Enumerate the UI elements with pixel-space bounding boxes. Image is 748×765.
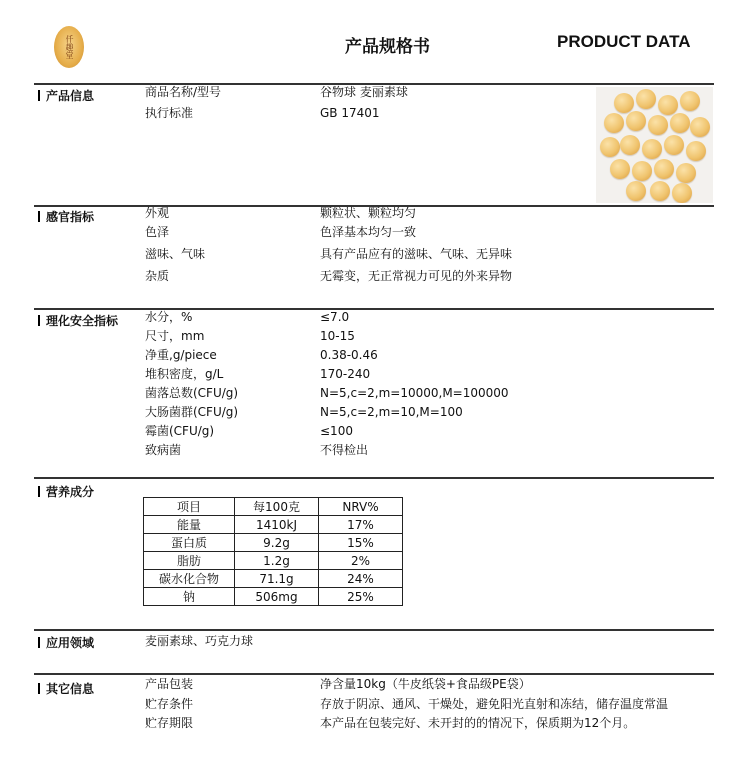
table-cell: 钠 <box>144 588 235 606</box>
section-marker-icon <box>38 486 40 497</box>
table-header-cell: 每100克 <box>235 498 319 516</box>
table-cell: 2% <box>319 552 403 570</box>
nutrition-table <box>143 497 403 606</box>
table-cell: 25% <box>319 588 403 606</box>
section-marker-icon <box>38 637 40 648</box>
cereal-ball <box>604 113 624 133</box>
table-cell: 24% <box>319 570 403 588</box>
row-value: 0.38-0.46 <box>320 348 378 362</box>
row-label: 水分，% <box>145 310 193 324</box>
table-row <box>144 552 403 570</box>
row-value: N=5,c=2,m=10000,M=100000 <box>320 386 509 400</box>
table-cell: 17% <box>319 516 403 534</box>
cereal-ball <box>626 111 646 131</box>
company-logo: 仟趣堂 <box>54 26 84 68</box>
table-row <box>144 516 403 534</box>
section-heading-nutrition <box>38 483 94 500</box>
page-title-cn: 产品规格书 <box>345 37 430 57</box>
row-value: 10-15 <box>320 329 355 343</box>
cereal-ball <box>610 159 630 179</box>
product-photo <box>596 87 713 203</box>
row-label: 贮存期限 <box>145 716 194 730</box>
row-value: ≤7.0 <box>320 310 350 324</box>
cereal-ball <box>664 135 684 155</box>
section-heading-physchem <box>38 312 118 329</box>
section-title: 理化安全指标 <box>46 314 119 328</box>
row-label: 执行标准 <box>145 106 194 120</box>
cereal-ball <box>636 89 656 109</box>
table-row <box>144 588 403 606</box>
application-text: 麦丽素球、巧克力球 <box>145 634 254 648</box>
section-marker-icon <box>38 90 40 101</box>
section-title: 感官指标 <box>46 210 95 224</box>
section-heading-product-info <box>38 87 94 104</box>
table-cell: 1410kJ <box>235 516 319 534</box>
section-heading-application <box>38 634 94 651</box>
row-value: 色泽基本均匀一致 <box>320 225 417 239</box>
row-value: 颗粒状、颗粒均匀 <box>320 206 417 220</box>
cereal-ball <box>626 181 646 201</box>
divider <box>34 308 714 310</box>
row-value: 具有产品应有的滋味、气味、无异味 <box>320 247 513 261</box>
section-title: 产品信息 <box>46 89 95 103</box>
cereal-ball <box>650 181 670 201</box>
row-value: N=5,c=2,m=10,M=100 <box>320 405 463 419</box>
section-title: 营养成分 <box>46 485 95 499</box>
row-label: 杂质 <box>145 269 170 283</box>
cereal-ball <box>670 113 690 133</box>
cereal-ball <box>648 115 668 135</box>
table-cell: 9.2g <box>235 534 319 552</box>
cereal-ball <box>690 117 710 137</box>
table-cell: 71.1g <box>235 570 319 588</box>
row-label: 色泽 <box>145 225 170 239</box>
row-value: 谷物球 麦丽素球 <box>320 85 408 99</box>
cereal-ball <box>672 183 692 203</box>
table-header-cell: 项目 <box>144 498 235 516</box>
section-heading-other <box>38 680 94 697</box>
table-row <box>144 534 403 552</box>
table-cell: 碳水化合物 <box>144 570 235 588</box>
row-label: 菌落总数(CFU/g) <box>145 386 239 400</box>
table-cell: 脂肪 <box>144 552 235 570</box>
cereal-ball <box>654 159 674 179</box>
row-value: 本产品在包装完好、未开封的的情况下，保质期为12个月。 <box>320 716 636 730</box>
row-value: 不得检出 <box>320 443 369 457</box>
cereal-ball <box>642 139 662 159</box>
row-value: GB 17401 <box>320 106 380 120</box>
row-label: 堆积密度，g/L <box>145 367 224 381</box>
row-label: 大肠菌群(CFU/g) <box>145 405 239 419</box>
table-cell: 506mg <box>235 588 319 606</box>
table-cell: 蛋白质 <box>144 534 235 552</box>
section-heading-sensory <box>38 208 94 225</box>
table-header-row <box>144 498 403 516</box>
row-label: 滋味、气味 <box>145 247 206 261</box>
row-label: 外观 <box>145 206 170 220</box>
cereal-ball <box>600 137 620 157</box>
row-value: ≤100 <box>320 424 353 438</box>
cereal-ball <box>658 95 678 115</box>
section-marker-icon <box>38 211 40 222</box>
row-label: 产品包装 <box>145 677 194 691</box>
divider <box>34 477 714 479</box>
row-label: 尺寸，mm <box>145 329 205 343</box>
row-label: 霉菌(CFU/g) <box>145 424 215 438</box>
row-label: 商品名称/型号 <box>145 85 222 99</box>
cereal-ball <box>632 161 652 181</box>
divider <box>34 629 714 631</box>
section-marker-icon <box>38 315 40 326</box>
section-title: 应用领域 <box>46 636 95 650</box>
table-row <box>144 570 403 588</box>
table-header-cell: NRV% <box>319 498 403 516</box>
cereal-ball <box>614 93 634 113</box>
cereal-ball <box>676 163 696 183</box>
section-marker-icon <box>38 683 40 694</box>
table-cell: 1.2g <box>235 552 319 570</box>
row-label: 贮存条件 <box>145 697 194 711</box>
divider <box>34 673 714 675</box>
row-value: 无霉变，无正常视力可见的外来异物 <box>320 269 513 283</box>
table-cell: 15% <box>319 534 403 552</box>
row-value: 净含量10kg（牛皮纸袋+食品级PE袋） <box>320 677 531 691</box>
page-title-en: PRODUCT DATA <box>557 32 691 51</box>
cereal-ball <box>686 141 706 161</box>
row-label: 净重,g/piece <box>145 348 217 362</box>
table-cell: 能量 <box>144 516 235 534</box>
row-value: 170-240 <box>320 367 371 381</box>
cereal-ball <box>620 135 640 155</box>
section-title: 其它信息 <box>46 682 95 696</box>
row-label: 致病菌 <box>145 443 182 457</box>
row-value: 存放于阴凉、通风、干燥处，避免阳光直射和冻结，储存温度常温 <box>320 697 669 711</box>
cereal-ball <box>680 91 700 111</box>
